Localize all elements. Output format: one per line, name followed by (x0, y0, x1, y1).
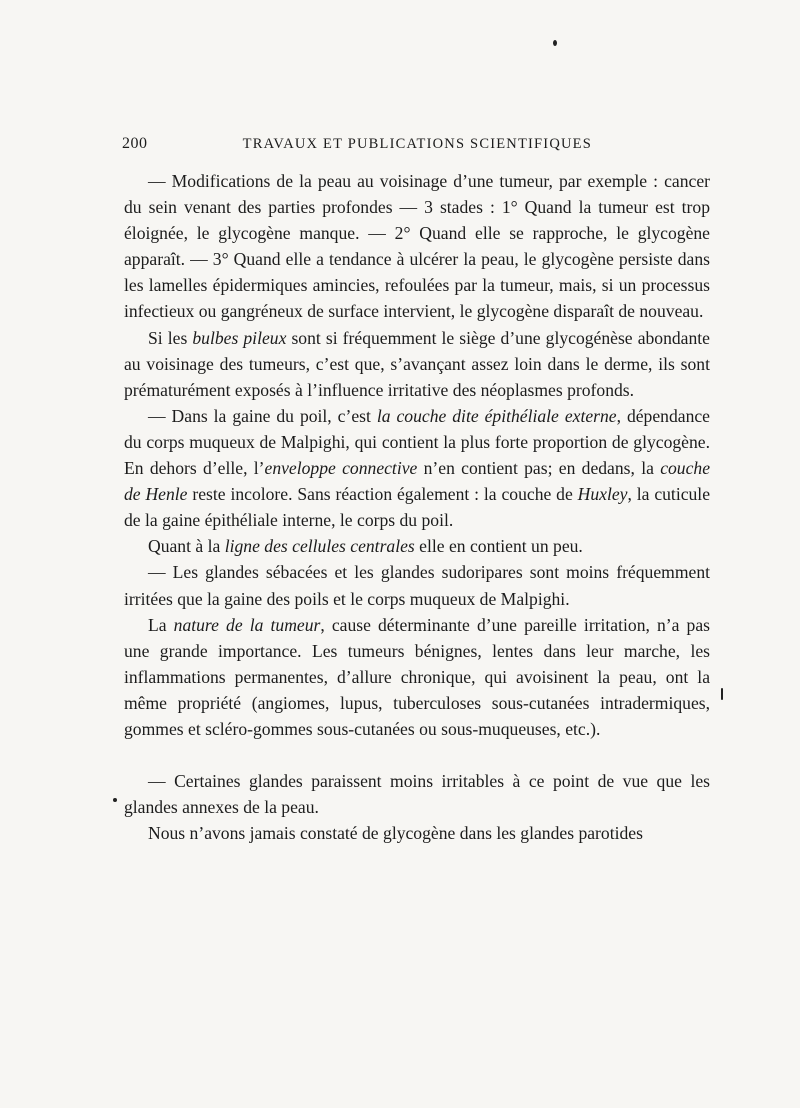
paragraph-hair-bulbs (124, 325, 710, 403)
text-run: Nous n’avons jamais constaté de glycogène dans les glandes parotides (148, 823, 643, 844)
body-text (124, 168, 710, 846)
paragraph-certain-glands (124, 768, 710, 820)
italic-phrase: nature de la tumeur (173, 614, 321, 635)
paragraph-hair-sheath (124, 403, 710, 533)
italic-phrase: bulbes pileux (192, 327, 287, 348)
text-run: , cause déterminante d’une pareille irritation, n’a pas une grande importance. Les tumeurs bénignes, lentes dans leur marche, les inflammations permanentes, d’allure chronique, qui avoisinent la peau, ont la même propriété (angiomes, lupus, tuberculoses sous-cutanées intradermiques, gommes et scléro-gommes sous-cutanées ou sous-muqueuses, etc.). (124, 614, 710, 739)
scan-speck (113, 798, 117, 802)
text-run: — Dans la gaine du poil, c’est (148, 405, 377, 426)
italic-phrase: couche de Henle (124, 458, 711, 505)
text-run: Si les (148, 327, 193, 348)
running-title: TRAVAUX ET PUBLICATIONS SCIENTIFIQUES (242, 136, 592, 152)
italic-phrase: ligne des cellules centrales (224, 536, 415, 557)
text-run: — Certaines glandes paraissent moins irritables à ce point de vue que les glandes annexes de la peau. (124, 771, 710, 818)
text-run: , dépendance du corps muqueux de Malpighi, qui contient la plus forte proportion de glycogène. En dehors d’elle, l’ (124, 405, 710, 479)
page-number: 200 (122, 135, 148, 152)
paragraph-glands (124, 559, 710, 611)
italic-phrase: Huxley (577, 484, 628, 505)
paragraph-parotids (124, 820, 710, 846)
text-run: elle en contient un peu. (414, 536, 583, 557)
text-run: — Modifications de la peau au voisinage d’une tumeur, par exemple : cancer du sein venant des parties profondes — 3 stades : 1° Quand la tumeur est trop éloignée, le glycogène manque. — 2° Quand elle se rapproche, le glycogène apparaît. — 3° Quand elle a tendance à ulcérer la peau, le glycogène persiste dans les lamelles épidermiques amincies, refoulées par la tumeur, mais, si un processus infectieux ou gangréneux de surface intervient, le glycogène disparaît de nouveau. (124, 171, 710, 322)
text-run: La (148, 614, 174, 635)
text-run: reste incolore. Sans réaction également : la couche de (187, 484, 578, 505)
paragraph-tumor-nature (124, 612, 710, 742)
text-run: , la cuticule de la gaine épithéliale interne, le corps du poil. (124, 484, 711, 531)
text-run: — Les glandes sébacées et les glandes sudoripares sont moins fréquemment irritées que la gaine des poils et le corps muqueux de Malpighi. (124, 562, 710, 609)
paragraph-central-cells (124, 533, 710, 559)
text-run: Quant à la (148, 536, 225, 557)
italic-phrase: la couche dite épithéliale externe (376, 405, 617, 426)
scan-speck (721, 688, 723, 700)
text-run: n’en contient pas; en dedans, la (417, 458, 661, 479)
paragraph-skin-modifications (124, 168, 710, 325)
scan-speck (553, 40, 557, 46)
text-run: sont si fréquemment le siège d’une glycogénèse abondante au voisinage des tumeurs, c’est que, s’avançant assez loin dans le derme, ils sont prématurément exposés à l’influence irritative des néoplasmes profonds. (124, 327, 710, 400)
page-header (122, 135, 592, 153)
italic-phrase: enveloppe connective (264, 458, 418, 479)
